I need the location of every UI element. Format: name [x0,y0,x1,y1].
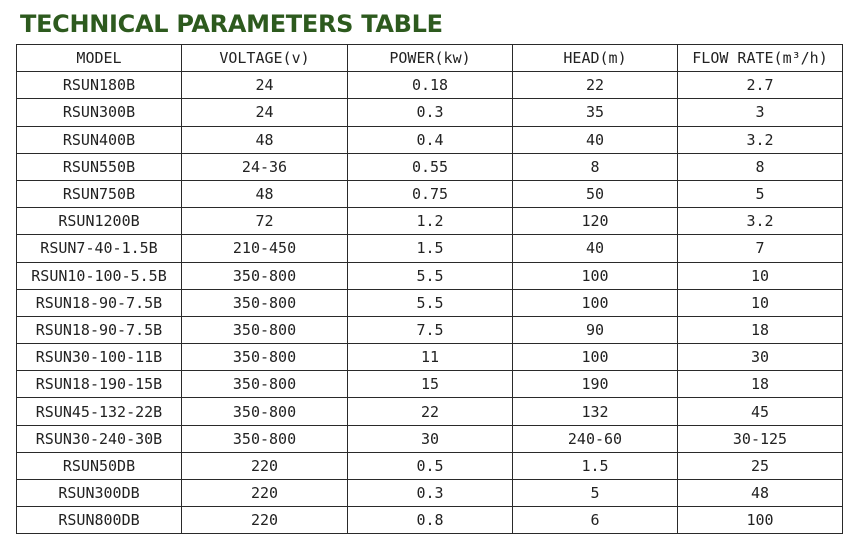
cell-head: 8 [513,153,678,180]
header-power: POWER(kw) [348,45,513,72]
cell-flow-rate: 10 [678,289,843,316]
cell-power: 1.5 [348,235,513,262]
table-row [17,289,843,316]
cell-model: RSUN50DB [17,452,182,479]
cell-head: 240-60 [513,425,678,452]
cell-power: 22 [348,398,513,425]
cell-power: 0.75 [348,180,513,207]
cell-power: 0.18 [348,72,513,99]
cell-head: 132 [513,398,678,425]
table-row [17,480,843,507]
cell-model: RSUN400B [17,126,182,153]
cell-power: 0.3 [348,99,513,126]
page-title: TECHNICAL PARAMETERS TABLE [20,10,443,38]
cell-model: RSUN800DB [17,507,182,534]
table-row [17,180,843,207]
cell-model: RSUN30-100-11B [17,344,182,371]
cell-model: RSUN45-132-22B [17,398,182,425]
cell-voltage: 350-800 [182,316,348,343]
cell-flow-rate: 7 [678,235,843,262]
table-row [17,126,843,153]
cell-power: 0.4 [348,126,513,153]
cell-head: 1.5 [513,452,678,479]
header-voltage: VOLTAGE(v) [182,45,348,72]
table-row [17,235,843,262]
table-row [17,208,843,235]
cell-flow-rate: 3 [678,99,843,126]
header-head: HEAD(m) [513,45,678,72]
table-row [17,316,843,343]
cell-flow-rate: 30 [678,344,843,371]
cell-flow-rate: 100 [678,507,843,534]
cell-flow-rate: 25 [678,452,843,479]
table-row [17,262,843,289]
cell-head: 35 [513,99,678,126]
cell-power: 0.8 [348,507,513,534]
cell-head: 6 [513,507,678,534]
cell-head: 50 [513,180,678,207]
cell-flow-rate: 8 [678,153,843,180]
cell-model: RSUN300DB [17,480,182,507]
cell-model: RSUN7-40-1.5B [17,235,182,262]
cell-model: RSUN1200B [17,208,182,235]
cell-power: 5.5 [348,289,513,316]
cell-head: 100 [513,262,678,289]
cell-power: 15 [348,371,513,398]
cell-voltage: 350-800 [182,344,348,371]
cell-voltage: 220 [182,480,348,507]
cell-voltage: 220 [182,452,348,479]
cell-power: 1.2 [348,208,513,235]
table-row [17,507,843,534]
cell-flow-rate: 48 [678,480,843,507]
cell-flow-rate: 45 [678,398,843,425]
cell-model: RSUN750B [17,180,182,207]
table-row [17,153,843,180]
table-row [17,72,843,99]
table-row [17,371,843,398]
cell-model: RSUN180B [17,72,182,99]
cell-model: RSUN18-190-15B [17,371,182,398]
cell-model: RSUN30-240-30B [17,425,182,452]
cell-power: 0.3 [348,480,513,507]
cell-flow-rate: 3.2 [678,208,843,235]
cell-head: 100 [513,289,678,316]
cell-voltage: 72 [182,208,348,235]
cell-voltage: 350-800 [182,262,348,289]
cell-voltage: 24-36 [182,153,348,180]
cell-power: 11 [348,344,513,371]
cell-head: 100 [513,344,678,371]
table-row [17,452,843,479]
cell-model: RSUN550B [17,153,182,180]
cell-power: 5.5 [348,262,513,289]
cell-flow-rate: 3.2 [678,126,843,153]
cell-flow-rate: 2.7 [678,72,843,99]
cell-model: RSUN10-100-5.5B [17,262,182,289]
cell-voltage: 350-800 [182,289,348,316]
cell-flow-rate: 18 [678,371,843,398]
table-row [17,99,843,126]
cell-voltage: 220 [182,507,348,534]
cell-model: RSUN300B [17,99,182,126]
cell-power: 0.5 [348,452,513,479]
cell-head: 90 [513,316,678,343]
cell-flow-rate: 30-125 [678,425,843,452]
cell-voltage: 350-800 [182,425,348,452]
cell-voltage: 350-800 [182,371,348,398]
cell-flow-rate: 5 [678,180,843,207]
header-flow-rate: FLOW RATE(m³/h) [678,45,843,72]
header-model: MODEL [17,45,182,72]
cell-voltage: 48 [182,126,348,153]
cell-model: RSUN18-90-7.5B [17,289,182,316]
cell-head: 190 [513,371,678,398]
cell-model: RSUN18-90-7.5B [17,316,182,343]
cell-flow-rate: 10 [678,262,843,289]
cell-voltage: 210-450 [182,235,348,262]
cell-power: 0.55 [348,153,513,180]
table-row [17,398,843,425]
cell-head: 40 [513,235,678,262]
cell-voltage: 48 [182,180,348,207]
cell-head: 120 [513,208,678,235]
cell-head: 5 [513,480,678,507]
cell-power: 7.5 [348,316,513,343]
table-row [17,344,843,371]
cell-voltage: 24 [182,99,348,126]
table-row [17,425,843,452]
cell-head: 40 [513,126,678,153]
cell-voltage: 350-800 [182,398,348,425]
cell-flow-rate: 18 [678,316,843,343]
cell-voltage: 24 [182,72,348,99]
parameters-table [16,44,843,534]
cell-power: 30 [348,425,513,452]
table-header-row [17,45,843,72]
cell-head: 22 [513,72,678,99]
